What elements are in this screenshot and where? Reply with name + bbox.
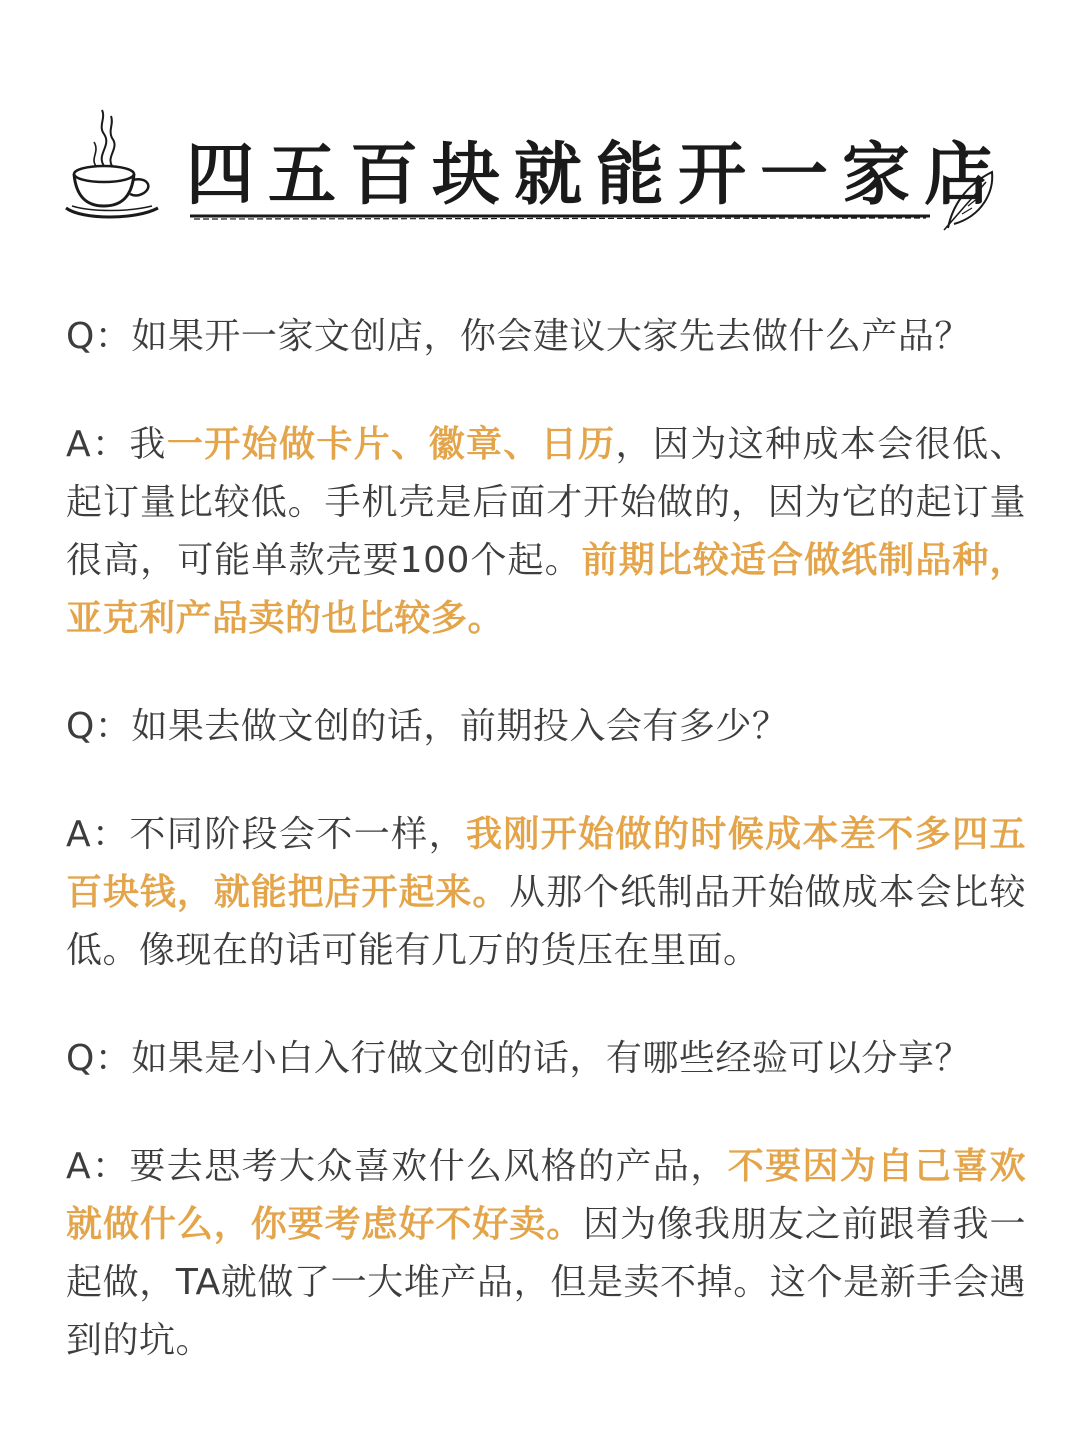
question-3 [66,1030,1026,1088]
answer-2 [66,806,1026,980]
leaf-icon [942,168,998,232]
question-1-text: Q：如果开一家文创店，你会建议大家先去做什么产品？ [66,316,971,357]
answer-3-text: 因为像我朋友之前跟着我一起做，TA就做了一大堆产品，但是卖不掉。这个是新手会遇到的坑。 [66,1204,1026,1361]
coffee-cup-icon [62,108,162,223]
answer-3-text: A：要去思考大众喜欢什么风格的产品， [66,1146,728,1187]
answer-1-highlight: 一开始做卡片、徽章、日历 [166,424,616,465]
answer-1 [66,416,1026,648]
question-2-text: Q：如果去做文创的话，前期投入会有多少？ [66,706,789,747]
title-underline [190,212,930,222]
answer-2-text: 从那个纸制品开始做成本会比较低。像现在的话可能有几万的货压在里面。 [66,872,1026,971]
answer-2-text: A：不同阶段会不一样， [66,814,466,855]
page-title: 四五百块就能开一家店 [186,135,1007,215]
answer-1-text: A：我 [66,424,167,465]
answer-1-text: ，因为这种成本会很低、起订量比较低。手机壳是后面才开始做的，因为它的起订量很高，可能单款壳要100个起。 [66,424,1026,581]
answer-2-highlight: 我刚开始做的时候成本差不多四五百块钱，就能把店开起来。 [66,814,1026,913]
answer-3 [66,1138,1026,1370]
qa-content [66,308,1026,1420]
question-1 [66,308,1026,366]
answer-3-highlight: 不要因为自己喜欢就做什么，你要考虑好不好卖。 [66,1146,1026,1245]
header [0,0,1080,250]
answer-1-highlight: 前期比较适合做纸制品种，亚克利产品卖的也比较多。 [66,540,1026,639]
question-3-text: Q：如果是小白入行做文创的话，有哪些经验可以分享？ [66,1038,971,1079]
question-2 [66,698,1026,756]
